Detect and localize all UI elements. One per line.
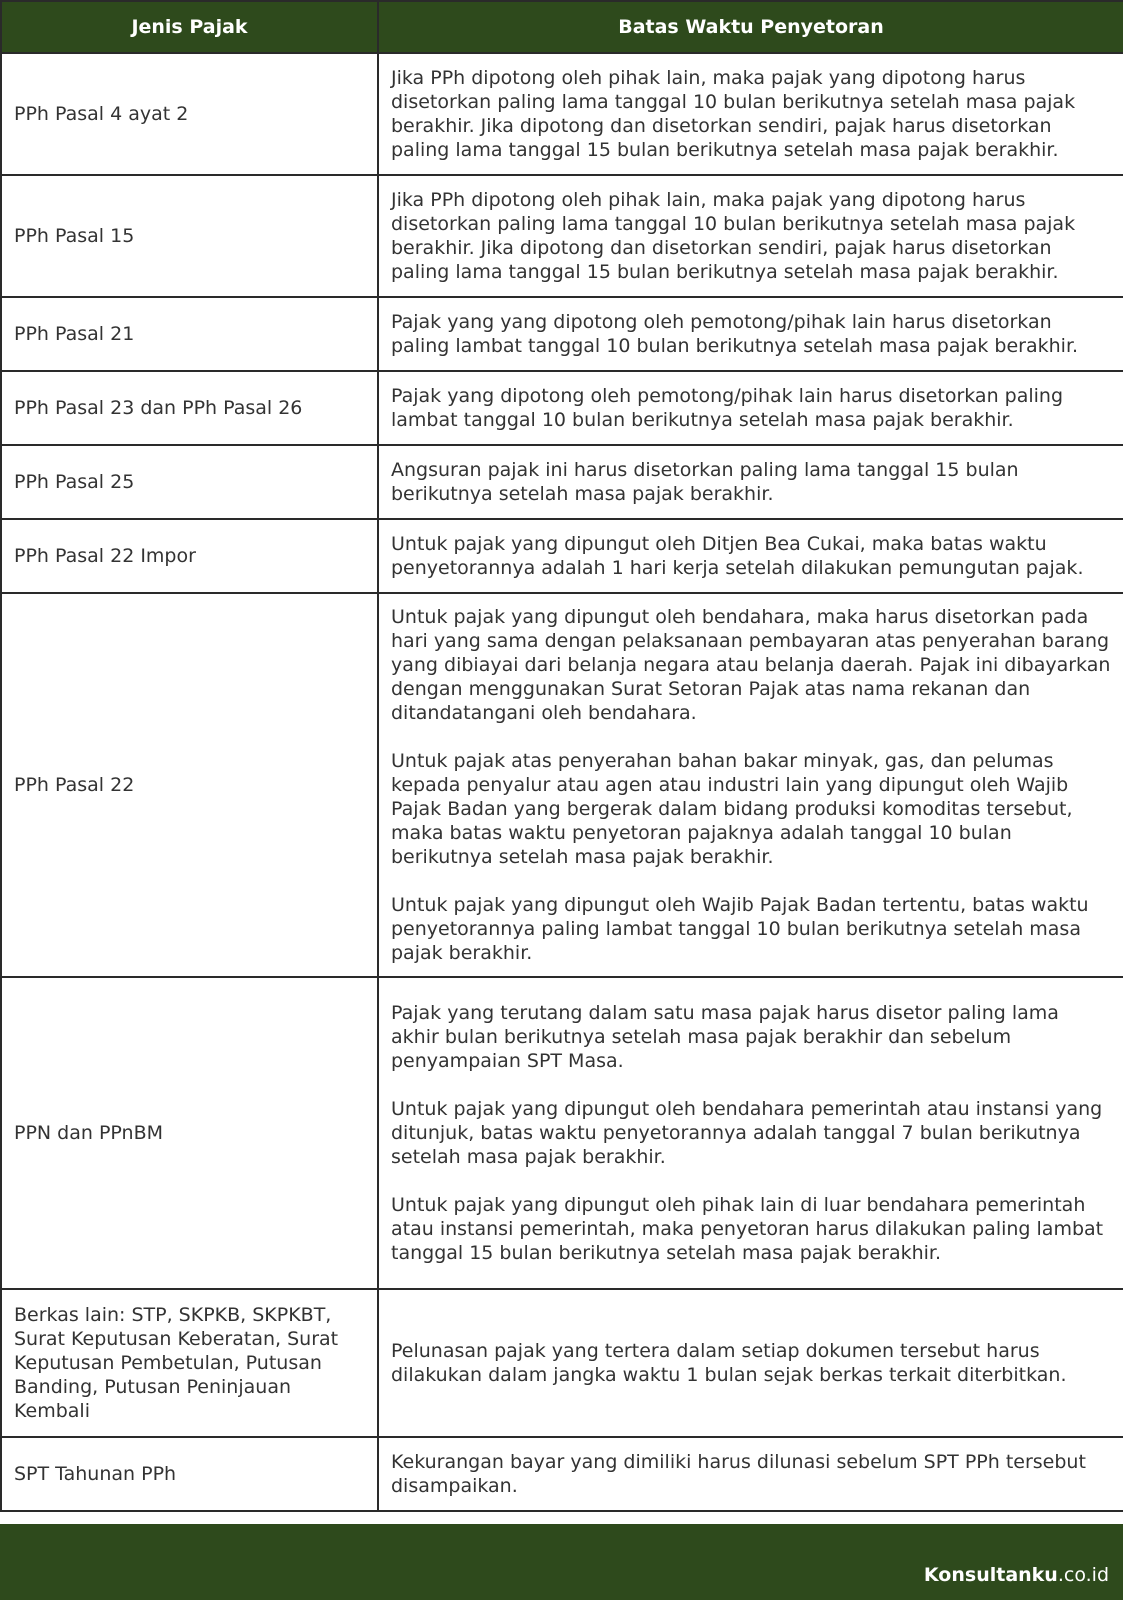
deadline-paragraph: Untuk pajak yang dipungut oleh Ditjen Bea Cukai, maka batas waktu penyetorannya adalah 1 hari kerja setelah dilakukan pemungutan pajak. <box>391 533 1084 579</box>
deadline-cell <box>378 519 1123 593</box>
footer-bar <box>0 1524 1123 1600</box>
deadline-paragraph: Untuk pajak yang dipungut oleh pihak lain di luar bendahara pemerintah atau instansi pemerintah, maka penyetoran harus dilakukan paling lambat tanggal 15 bulan berikutnya setelah masa pajak berakhir. <box>391 1194 1104 1264</box>
deadline-cell <box>378 445 1123 519</box>
table-row <box>1 977 1123 1289</box>
table-row <box>1 593 1123 977</box>
table-row <box>1 1437 1123 1511</box>
table-row <box>1 519 1123 593</box>
deadline-paragraph: Untuk pajak yang dipungut oleh bendahara, maka harus disetorkan pada hari yang sama dengan pelaksanaan pembayaran atas penyerahan barang yang dibiayai dari belanja negara atau belanja daerah. Pajak ini dibayarkan dengan menggunakan Surat Setoran Pajak atas nama rekanan dan ditandatangani oleh bendahara. <box>391 606 1111 724</box>
deadline-paragraph: Pajak yang terutang dalam satu masa pajak harus disetor paling lama akhir bulan berikutnya setelah masa pajak berakhir dan sebelum penyampaian SPT Masa. <box>391 1002 1059 1072</box>
deadline-paragraph: Angsuran pajak ini harus disetorkan paling lama tanggal 15 bulan berikutnya setelah masa pajak berakhir. <box>391 459 1019 505</box>
tax-type-cell: PPh Pasal 21 <box>1 297 378 371</box>
brand-bold: Konsultanku <box>923 1564 1058 1586</box>
tax-type-cell: PPh Pasal 4 ayat 2 <box>1 53 378 175</box>
tax-type-cell: PPN dan PPnBM <box>1 977 378 1289</box>
deadline-paragraph: Kekurangan bayar yang dimiliki harus dilunasi sebelum SPT PPh tersebut disampaikan. <box>391 1451 1086 1497</box>
deadline-paragraph: Jika PPh dipotong oleh pihak lain, maka pajak yang dipotong harus disetorkan paling lama tanggal 10 bulan berikutnya setelah masa pajak berakhir. Jika dipotong dan disetorkan sendiri, pajak harus disetorkan paling lama tanggal 15 bulan berikutnya setelah masa pajak berakhir. <box>391 189 1076 283</box>
deadline-cell <box>378 175 1123 297</box>
deadline-paragraph: Pelunasan pajak yang tertera dalam setiap dokumen tersebut harus dilakukan dalam jangka waktu 1 bulan sejak berkas terkait diterbitkan. <box>391 1340 1067 1386</box>
deadline-paragraph: Untuk pajak yang dipungut oleh bendahara pemerintah atau instansi yang ditunjuk, batas waktu penyetorannya adalah tanggal 7 bulan berikutnya setelah masa pajak berakhir. <box>391 1098 1103 1168</box>
deadline-paragraph: Pajak yang dipotong oleh pemotong/pihak lain harus disetorkan paling lambat tanggal 10 bulan berikutnya setelah masa pajak berakhir. <box>391 385 1064 431</box>
table-row <box>1 445 1123 519</box>
tax-type-cell: PPh Pasal 25 <box>1 445 378 519</box>
deadline-cell <box>378 1437 1123 1511</box>
deadline-paragraph: Untuk pajak yang dipungut oleh Wajib Pajak Badan tertentu, batas waktu penyetorannya paling lambat tanggal 10 bulan berikutnya setelah masa pajak berakhir. <box>391 894 1089 964</box>
table-row <box>1 297 1123 371</box>
deadline-cell <box>378 593 1123 977</box>
tax-type-cell: PPh Pasal 22 Impor <box>1 519 378 593</box>
tax-type-cell: SPT Tahunan PPh <box>1 1437 378 1511</box>
header-batas-waktu: Batas Waktu Penyetoran <box>378 1 1123 53</box>
tax-type-cell: PPh Pasal 23 dan PPh Pasal 26 <box>1 371 378 445</box>
table-row <box>1 371 1123 445</box>
deadline-paragraph: Untuk pajak atas penyerahan bahan bakar minyak, gas, dan pelumas kepada penyalur atau agen atau industri lain yang dipungut oleh Wajib Pajak Badan yang bergerak dalam bidang produksi komoditas tersebut, maka batas waktu penyetoran pajaknya adalah tanggal 10 bulan berikutnya setelah masa pajak berakhir. <box>391 750 1073 868</box>
deadline-cell <box>378 977 1123 1289</box>
brand-domain: .co.id <box>1057 1564 1109 1586</box>
tax-type-cell: PPh Pasal 22 <box>1 593 378 977</box>
brand-logo <box>924 1564 1109 1586</box>
header-jenis-pajak: Jenis Pajak <box>1 1 378 53</box>
deadline-cell <box>378 1289 1123 1437</box>
deadline-cell <box>378 297 1123 371</box>
table-row <box>1 175 1123 297</box>
table-header-row <box>1 1 1123 53</box>
deadline-paragraph: Pajak yang yang dipotong oleh pemotong/pihak lain harus disetorkan paling lambat tanggal 10 bulan berikutnya setelah masa pajak berakhir. <box>391 311 1079 357</box>
tax-type-cell: Berkas lain: STP, SKPKB, SKPKBT, Surat Keputusan Keberatan, Surat Keputusan Pembetulan, Putusan Banding, Putusan Peninjauan Kembali <box>1 1289 378 1437</box>
deadline-cell <box>378 371 1123 445</box>
deadline-cell <box>378 53 1123 175</box>
tax-type-cell: PPh Pasal 15 <box>1 175 378 297</box>
table-row <box>1 1289 1123 1437</box>
deadline-paragraph: Jika PPh dipotong oleh pihak lain, maka pajak yang dipotong harus disetorkan paling lama tanggal 10 bulan berikutnya setelah masa pajak berakhir. Jika dipotong dan disetorkan sendiri, pajak harus disetorkan paling lama tanggal 15 bulan berikutnya setelah masa pajak berakhir. <box>391 67 1076 161</box>
table-row <box>1 53 1123 175</box>
